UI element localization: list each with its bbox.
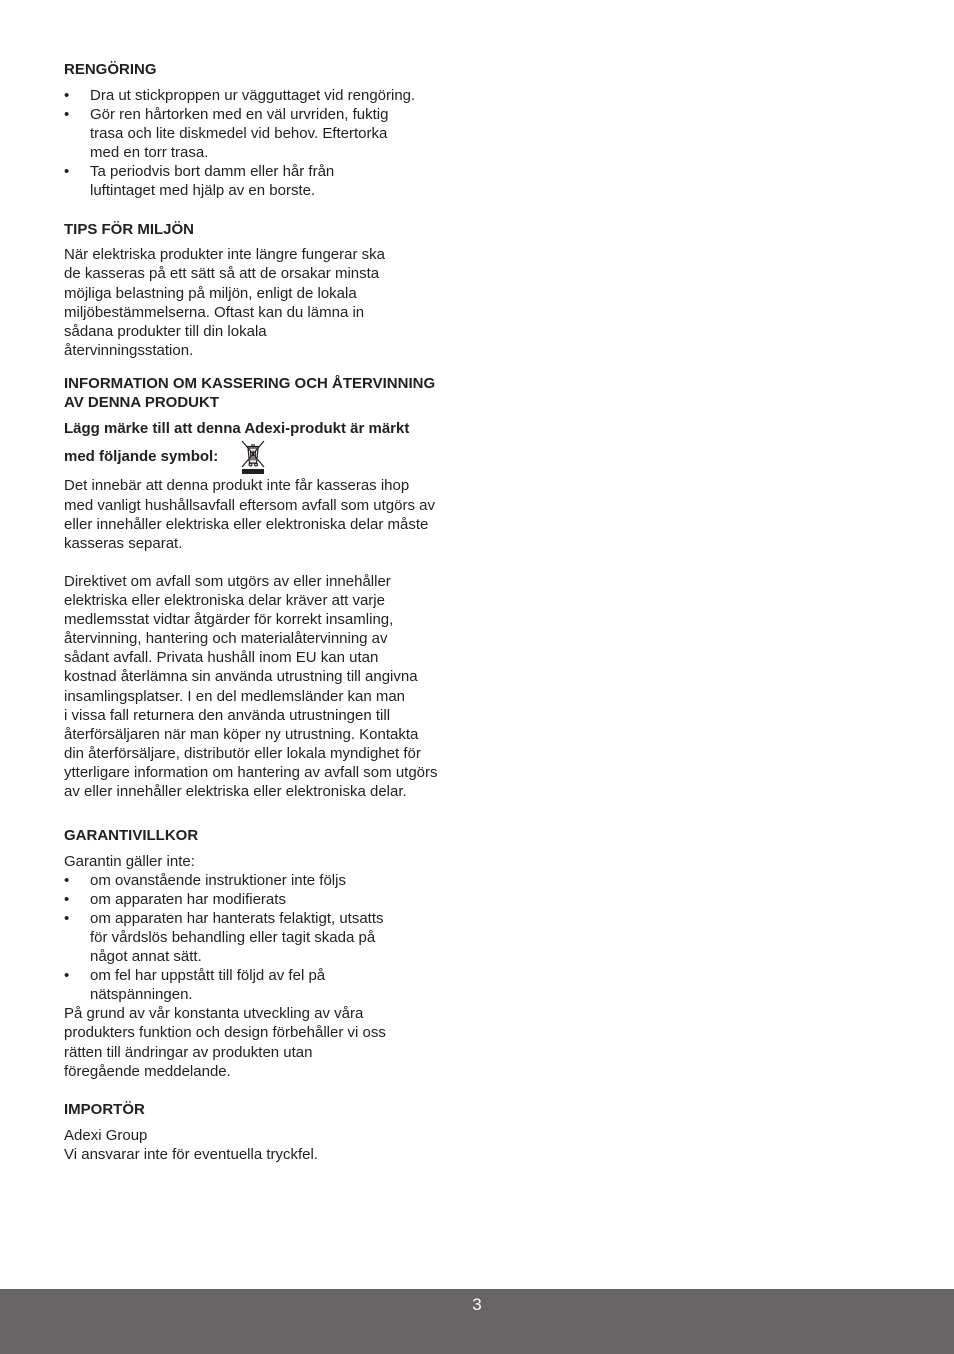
- bullet-text: om ovanstående instruktioner inte följs: [90, 872, 346, 889]
- bullet-text: trasa och lite diskmedel vid behov. Eftertorka: [90, 125, 388, 142]
- bullet-text: om apparaten har hanterats felaktigt, utsatts: [90, 910, 384, 927]
- bullet-glyph: •: [64, 891, 70, 908]
- paragraph-line: miljöbestämmelserna. Oftast kan du lämna in: [64, 304, 365, 321]
- bullet-glyph: •: [64, 872, 70, 889]
- paragraph-line: eller innehåller elektriska eller elektroniska delar måste: [64, 516, 429, 533]
- environment-heading: TIPS FÖR MILJÖN: [64, 221, 195, 238]
- paragraph-line: sådana produkter till din lokala: [64, 323, 267, 340]
- list-item: [64, 86, 484, 105]
- paragraph-line: med vanligt hushållsavfall eftersom avfall som utgörs av: [64, 497, 436, 514]
- paragraph-line: elektriska eller elektroniska delar kräver att varje: [64, 592, 385, 609]
- paragraph-line: föregående meddelande.: [64, 1063, 231, 1080]
- paragraph-line: Det innebär att denna produkt inte får kasseras ihop: [64, 477, 410, 494]
- disposal-note: Lägg märke till att denna Adexi-produkt är märkt: [64, 420, 410, 437]
- page-footer: [0, 1289, 954, 1354]
- bullet-glyph: •: [64, 910, 70, 927]
- list-item: [64, 162, 484, 200]
- bullet-glyph: •: [64, 967, 70, 984]
- importer-name: Adexi Group: [64, 1127, 148, 1144]
- warranty-intro: Garantin gäller inte:: [64, 853, 195, 870]
- paragraph-line: de kasseras på ett sätt så att de orsakar minsta: [64, 265, 380, 282]
- disclaimer-text: Vi ansvarar inte för eventuella tryckfel.: [64, 1146, 319, 1163]
- crossed-out-wheelie-bin-icon: [240, 439, 266, 475]
- bullet-glyph: •: [64, 87, 70, 104]
- page-number: 3: [472, 1295, 482, 1314]
- paragraph-line: kasseras separat.: [64, 535, 183, 552]
- bullet-text: något annat sätt.: [90, 948, 202, 965]
- paragraph-line: produkters funktion och design förbehåller vi oss: [64, 1024, 386, 1041]
- paragraph-line: På grund av vår konstanta utveckling av våra: [64, 1005, 364, 1022]
- paragraph-line: kostnad återlämna sin använda utrustning till angivna: [64, 668, 418, 685]
- list-item: [64, 105, 484, 162]
- bullet-glyph: •: [64, 163, 70, 180]
- bullet-text: Gör ren hårtorken med en väl urvriden, fuktig: [90, 106, 389, 123]
- paragraph-line: När elektriska produkter inte längre fungerar ska: [64, 246, 385, 263]
- paragraph-line: rätten till ändringar av produkten utan: [64, 1044, 313, 1061]
- disposal-heading: INFORMATION OM KASSERING OCH ÅTERVINNING: [64, 375, 436, 392]
- bullet-text: om apparaten har modifierats: [90, 891, 286, 908]
- bullet-text: nätspänningen.: [90, 986, 193, 1003]
- list-item: [64, 966, 484, 1004]
- list-item: [64, 890, 484, 909]
- paragraph-line: sådant avfall. Privata hushåll inom EU kan utan: [64, 649, 379, 666]
- importer-heading: IMPORTÖR: [64, 1101, 145, 1118]
- paragraph-line: återvinningsstation.: [64, 342, 194, 359]
- paragraph-line: återförsäljaren när man köper ny utrustning. Kontakta: [64, 726, 419, 743]
- paragraph-line: medlemsstat vidtar åtgärder för korrekt insamling,: [64, 611, 394, 628]
- list-item: [64, 871, 484, 890]
- list-item: [64, 909, 484, 966]
- paragraph-line: av eller innehåller elektriska eller elektroniska delar.: [64, 783, 407, 800]
- bullet-text: Dra ut stickproppen ur vägguttaget vid rengöring.: [90, 87, 416, 104]
- disposal-note: med följande symbol:: [64, 448, 219, 465]
- paragraph-line: insamlingsplatser. I en del medlemsländer kan man: [64, 688, 406, 705]
- bullet-glyph: •: [64, 106, 70, 123]
- paragraph-line: ytterligare information om hantering av avfall som utgörs: [64, 764, 438, 781]
- paragraph-line: möjliga belastning på miljön, enligt de lokala: [64, 285, 357, 302]
- paragraph-line: din återförsäljare, distributör eller lokala myndighet för: [64, 745, 421, 762]
- bullet-text: luftintaget med hjälp av en borste.: [90, 182, 316, 199]
- bullet-text: Ta periodvis bort damm eller hår från: [90, 163, 335, 180]
- cleaning-heading: RENGÖRING: [64, 61, 157, 78]
- paragraph-line: i vissa fall returnera den använda utrustningen till: [64, 707, 391, 724]
- bullet-text: med en torr trasa.: [90, 144, 209, 161]
- paragraph-line: Direktivet om avfall som utgörs av eller innehåller: [64, 573, 391, 590]
- warranty-heading: GARANTIVILLKOR: [64, 827, 199, 844]
- bullet-text: om fel har uppstått till följd av fel på: [90, 967, 326, 984]
- bullet-text: för vårdslös behandling eller tagit skada på: [90, 929, 376, 946]
- disposal-heading: AV DENNA PRODUKT: [64, 394, 220, 411]
- paragraph-line: återvinning, hantering och materialåtervinning av: [64, 630, 388, 647]
